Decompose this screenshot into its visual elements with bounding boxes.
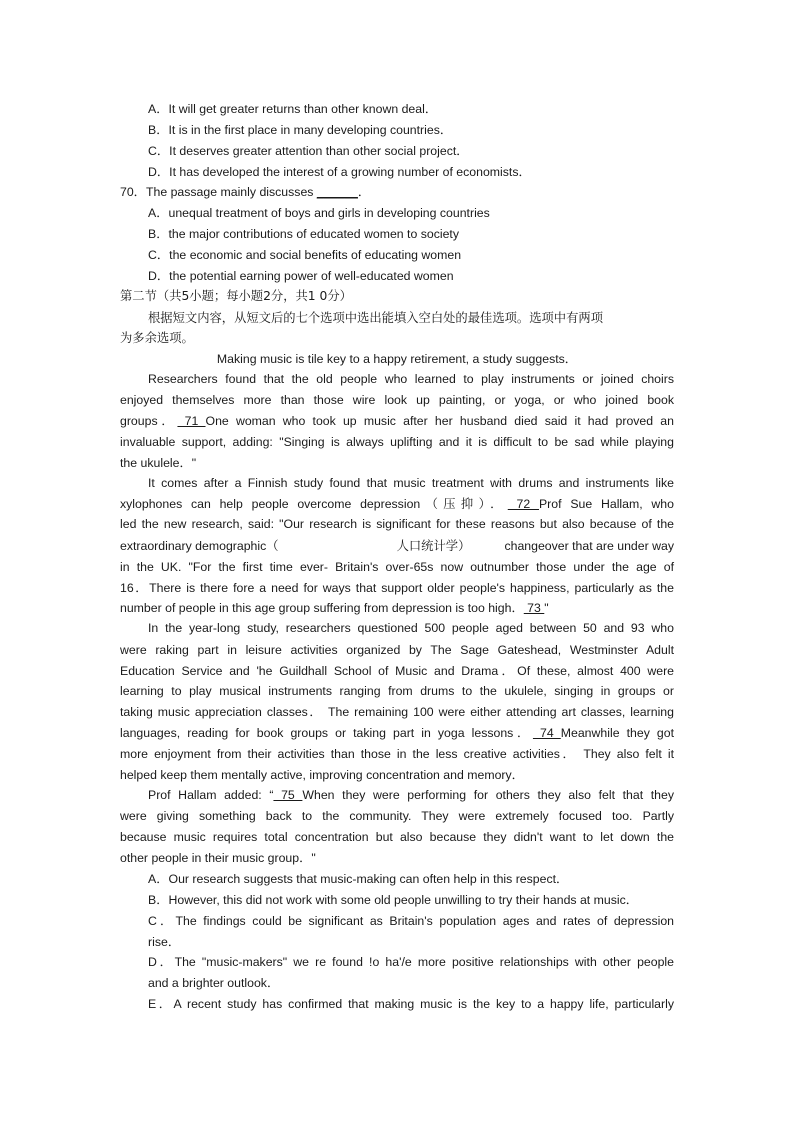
passage-title: Making music is tile key to a happy retirement, a study suggests． xyxy=(216,352,578,366)
p2-line-7-end: " xyxy=(544,601,549,615)
blank-72[interactable]: 72 xyxy=(507,497,539,511)
q69-option-d: D．It has developed the interest of a growing number of economists． xyxy=(148,165,531,179)
q70-option-a: A．unequal treatment of boys and girls in developing countries xyxy=(148,206,490,220)
p4-line-4: other people in their music group．" xyxy=(120,851,316,865)
p4-line-2: were giving something back to the community. They were extremely focused too. Partly xyxy=(120,809,674,823)
q70-option-d: D．the potential earning power of well-educated women xyxy=(148,269,454,283)
option-a: A．Our research suggests that music-making can often help in this respect． xyxy=(148,872,569,886)
p1-line-2: enjoyed themselves more than those wire look up painting, or yoga, or who joined book xyxy=(120,393,674,407)
p1-line-4: invaluable support, adding: "Singing is always uplifting and it is difficult to be sad while playing xyxy=(120,435,674,449)
q69-option-b: B．It is in the first place in many developing countries． xyxy=(148,123,453,137)
q70-stem xyxy=(120,184,370,200)
p3-line-2: were raking part in leisure activities organized by The Sage Gateshead, Westminster Adult xyxy=(120,643,674,657)
p4-line-1 xyxy=(148,787,674,803)
option-c: C．The findings could be significant as Britain's population ages and rates of depression xyxy=(148,914,674,928)
section-instruction: 根据短文内容，从短文后的七个选项中选出能填入空白处的最佳选项。选项中有两项 xyxy=(148,311,603,325)
p2-line-1: It comes after a Finnish study found that music treatment with drums and instruments like xyxy=(148,476,674,490)
p1-line-3-end: One woman who took up music after her husband died said it had proved an xyxy=(205,414,674,428)
p4-line-1-start: Prof Hallam added: “ xyxy=(148,788,274,802)
p2-line-7-start: number of people in this age group suffering from depression is too high． xyxy=(120,601,524,615)
blank-74[interactable]: 74 xyxy=(532,726,561,740)
p3-line-8: helped keep them mentally active, improving concentration and memory． xyxy=(120,768,524,782)
option-c-cont: rise． xyxy=(148,935,181,949)
q70-option-b: B．the major contributions of educated women to society xyxy=(148,227,460,241)
p3-line-7: more enjoyment from their activities than those in the less creative activities． They also felt it xyxy=(120,747,674,761)
p3-line-4: learning to play musical instruments ranging from drums to the ukulele, singing in groups or xyxy=(120,684,674,698)
p2-line-5: in the UK. "For the first time ever- Britain's over-65s now outnumber those under the age of xyxy=(120,560,674,574)
p2-line-6: 16．There is there fore a need for ways that support older people's happiness, particularly as the xyxy=(120,581,674,595)
p3-line-5: taking music appreciation classes． The remaining 100 were either attending art classes, learning xyxy=(120,705,674,719)
q70-stem-text: 70．The passage mainly discusses xyxy=(120,185,317,199)
option-e: E．A recent study has confirmed that making music is the key to a happy life, particularly xyxy=(148,997,674,1011)
option-d-cont: and a brighter outlook． xyxy=(148,976,280,990)
p4-line-3: because music requires total concentration but also because they didn't want to let down the xyxy=(120,830,674,844)
option-d: D．The "music-makers" we re found !o ha'/e more positive relationships with other people xyxy=(148,955,674,969)
blank-71[interactable]: 71 xyxy=(177,414,206,428)
p4-line-1-end: When they were performing for others they also felt that they xyxy=(302,788,675,802)
p3-line-1: In the year-long study, researchers questioned 500 people aged between 50 and 93 who xyxy=(148,621,674,635)
p1-line-3 xyxy=(120,413,674,429)
p1-line-1: Researchers found that the old people who learned to play instruments or joined choirs xyxy=(148,372,674,386)
section-heading: 第二节（共5小题；每小题2分，共1 0分） xyxy=(120,289,352,303)
q69-option-c: C．It deserves greater attention than other social project． xyxy=(148,144,469,158)
q70-blank: ______ xyxy=(316,185,358,199)
p1-line-3-start: groups． xyxy=(120,414,178,428)
p2-line-2-start: xylophones can help people overcome depression（压抑）． xyxy=(120,497,508,511)
p1-line-5: the ukulele．" xyxy=(120,456,197,470)
q70-option-c: C．the economic and social benefits of educating women xyxy=(148,248,462,262)
section-instruction-cont: 为多余选项。 xyxy=(120,331,194,345)
p2-line-4 xyxy=(120,538,674,554)
p2-line-4-start: extraordinary demographic（ xyxy=(120,539,279,553)
p3-line-6-end: Meanwhile they got xyxy=(560,726,675,740)
blank-73[interactable]: 73 xyxy=(523,601,545,615)
p2-line-2-end: Prof Sue Hallam, who xyxy=(538,497,674,511)
p2-line-2 xyxy=(120,496,674,512)
p2-line-4-cn: 人口统计学） xyxy=(396,539,471,553)
option-b: B．However, this did not work with some old people unwilling to try their hands at music． xyxy=(148,893,639,907)
blank-75[interactable]: 75 xyxy=(273,788,303,802)
q70-stem-end: ． xyxy=(357,185,371,199)
p2-line-4-end: changeover that are under way xyxy=(504,539,674,553)
p2-line-3: led the new research, said: "Our research is significant for these reasons but also because of the xyxy=(120,517,674,531)
p3-line-6-start: languages, reading for book groups or taking part in yoga lessons． xyxy=(120,726,533,740)
p2-line-7 xyxy=(120,600,549,616)
p3-line-6 xyxy=(120,725,674,741)
p3-line-3: Education Service and 'he Guildhall School of Music and Drama．Of these, almost 400 were xyxy=(120,664,674,678)
q69-option-a: A．It will get greater returns than other known deal． xyxy=(148,102,438,116)
